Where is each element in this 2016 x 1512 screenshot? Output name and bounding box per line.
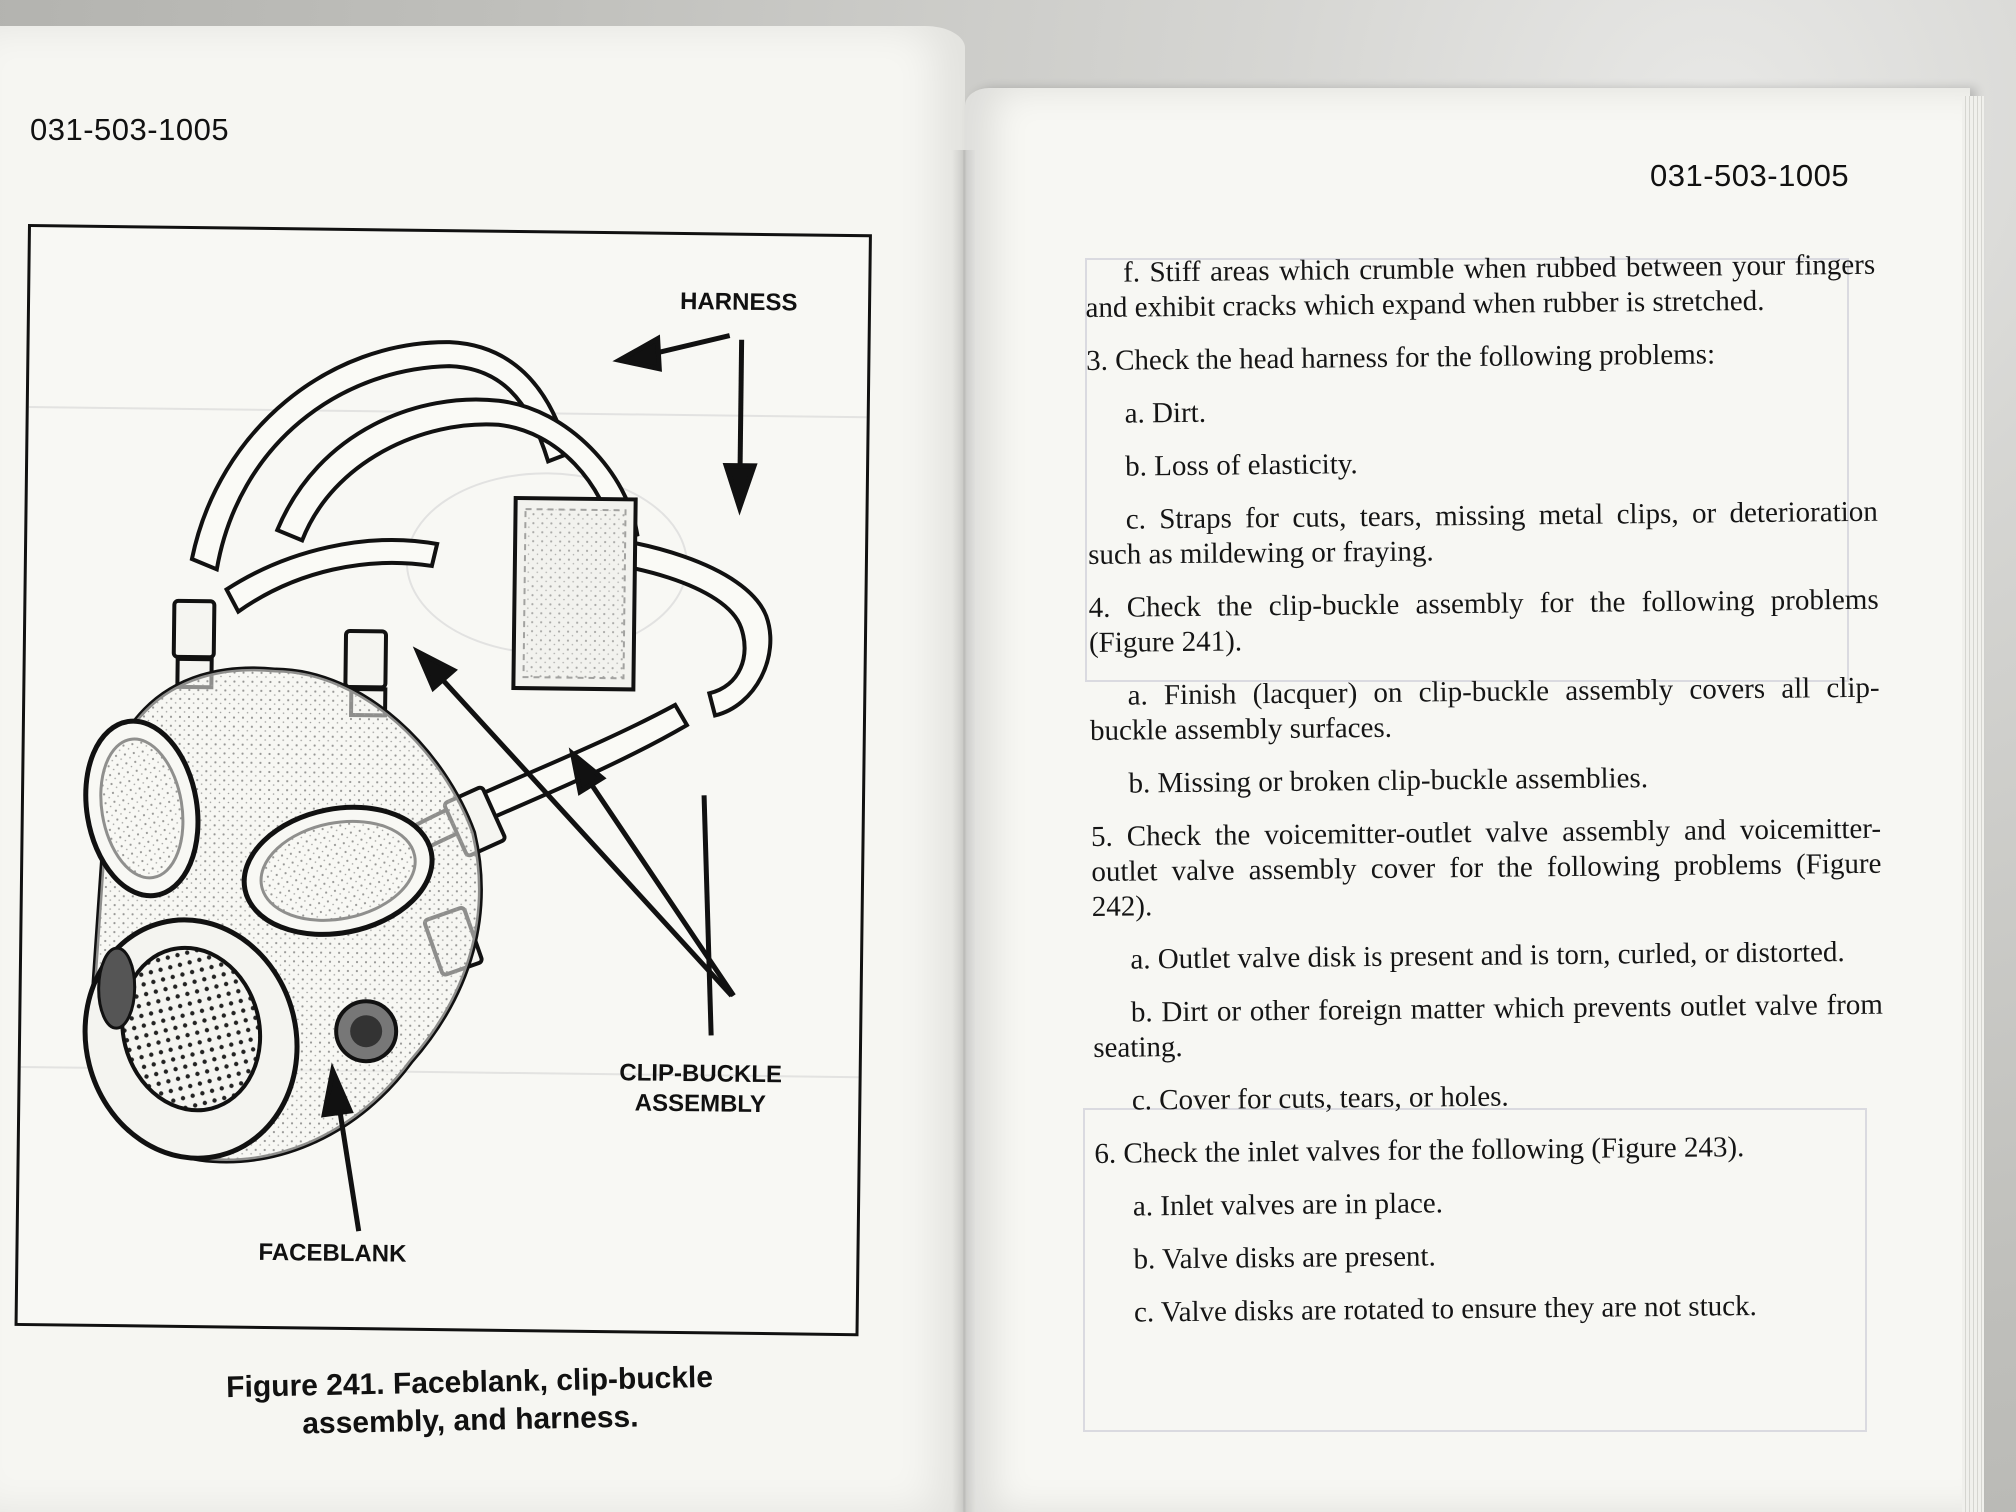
clip-buckle-label-line1: CLIP-BUCKLE <box>619 1059 783 1089</box>
paragraph-f: f. Stiff areas which crumble when rubbed between your fingers and exhibit cracks which expand when rubber is stretched. <box>1085 248 1876 324</box>
paragraph-4b: b. Missing or broken clip-buckle assemblies. <box>1128 762 1649 800</box>
clip-buckle-label <box>590 1058 811 1121</box>
figure-241 <box>15 224 872 1336</box>
paragraph-3: 3. Check the head harness for the following problems: <box>1085 338 1716 377</box>
paragraph-5b: b. Dirt or other foreign matter which prevents outlet valve from seating. <box>1093 988 1884 1064</box>
right-page-number: 031-503-1005 <box>1650 158 1850 193</box>
paragraph-5a: a. Outlet valve disk is present and is torn, curled, or distorted. <box>1130 936 1845 976</box>
paragraph-6c: c. Valve disks are rotated to ensure they are not stuck. <box>1133 1290 1757 1329</box>
right-page-text <box>1085 248 1886 1349</box>
gas-mask-illustration <box>18 227 869 1333</box>
clip-buckle-label-line2: ASSEMBLY <box>634 1089 767 1119</box>
figure-caption <box>149 1357 790 1445</box>
paragraph-5: 5. Check the voicemitter-outlet valve assembly and voicemitter-outlet valve assembly cover for the following problems (Figure 242). <box>1090 812 1882 923</box>
figure-caption-line2: assembly, and harness. <box>301 1399 639 1441</box>
paragraph-3c: c. Straps for cuts, tears, missing metal clips, or deterioration such as mildewing or fraying. <box>1087 495 1878 571</box>
paragraph-4a: a. Finish (lacquer) on clip-buckle assembly covers all clip-buckle assembly surfaces. <box>1089 671 1880 747</box>
paragraph-6b: b. Valve disks are present. <box>1133 1240 1436 1276</box>
paragraph-6a: a. Inlet valves are in place. <box>1132 1187 1444 1223</box>
page-edges <box>1962 96 1984 1512</box>
paragraph-5c: c. Cover for cuts, tears, or holes. <box>1131 1080 1509 1117</box>
book-gutter <box>952 150 976 1512</box>
left-page-number: 031-503-1005 <box>30 112 230 147</box>
paragraph-3b: b. Loss of elasticity. <box>1125 448 1358 483</box>
harness-label: HARNESS <box>679 287 798 317</box>
faceblank-label: FACEBLANK <box>258 1238 407 1268</box>
paragraph-4: 4. Check the clip-buckle assembly for the following problems (Figure 241). <box>1088 583 1879 659</box>
paragraph-6: 6. Check the inlet valves for the following (Figure 243). <box>1094 1131 1745 1170</box>
paragraph-3a: a. Dirt. <box>1124 396 1207 430</box>
figure-caption-line1: Figure 241. Faceblank, clip-buckle <box>225 1360 714 1405</box>
left-page <box>0 26 965 1512</box>
